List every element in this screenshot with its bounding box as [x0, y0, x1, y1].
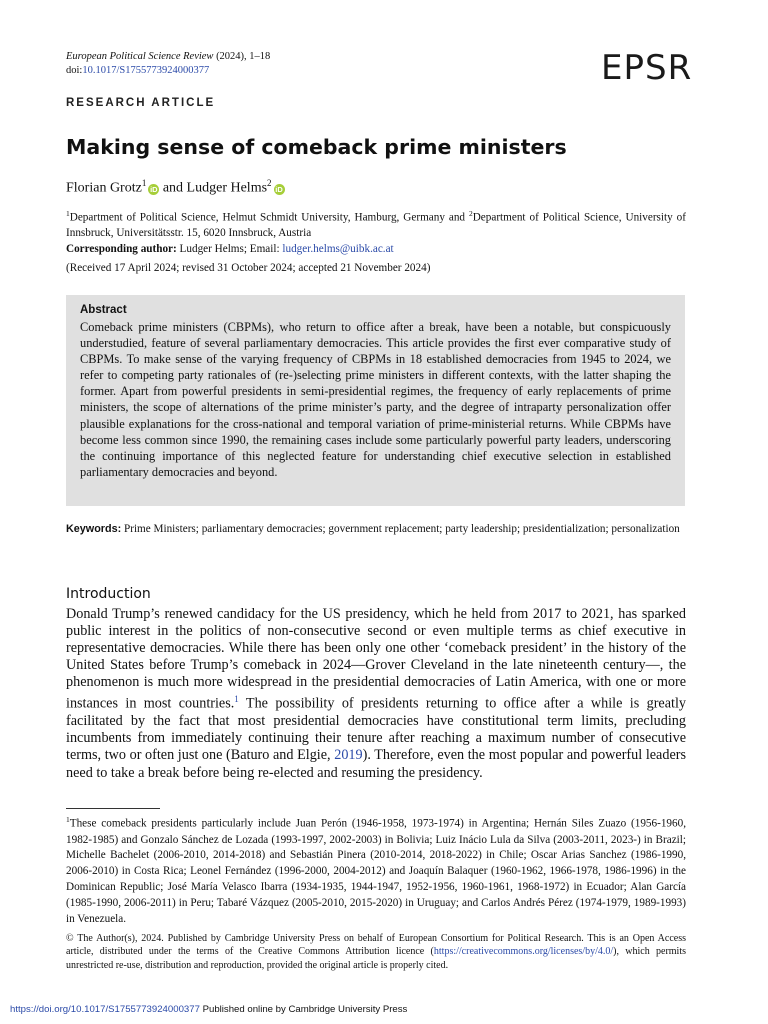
- license-link[interactable]: https://creativecommons.org/licenses/by/4.0/: [433, 946, 614, 958]
- author-conjunction: and: [159, 180, 187, 196]
- license-notice: [66, 932, 686, 972]
- introduction-paragraph: [66, 606, 686, 782]
- doi-prefix: doi:: [66, 65, 83, 76]
- affiliation-mark: 1: [141, 178, 147, 188]
- affiliation-mark: 2: [468, 209, 473, 218]
- orcid-icon[interactable]: iD: [275, 184, 283, 194]
- affiliation-text: Department of Political Science, University of Innsbruck, Universitätsstr. 15, 6020 Innsbruck, Austria: [66, 211, 686, 240]
- abstract-heading: Abstract: [80, 304, 127, 316]
- paragraph-text: ). Therefore, even the most popular and powerful leaders need to take a break before being re-elected and resuming the presidency.: [66, 747, 686, 781]
- affiliation-mark: 2: [267, 178, 272, 188]
- journal-name: European Political Science Review: [66, 51, 214, 62]
- article-type: RESEARCH ARTICLE: [66, 97, 216, 109]
- journal-header: [66, 50, 270, 78]
- email-link[interactable]: ludger.helms@uibk.ac.at: [282, 242, 394, 255]
- received-dates: (Received 17 April 2024; revised 31 October 2024; accepted 21 November 2024): [66, 262, 431, 274]
- keywords: [66, 522, 686, 537]
- keywords-label: Keywords:: [66, 523, 122, 535]
- keywords-text: Prime Ministers; parliamentary democracies; government replacement; party leadership; presidentialization; personalization: [121, 523, 680, 535]
- corresponding-label: Corresponding author:: [66, 242, 177, 255]
- doi-link[interactable]: 10.1017/S1755773924000377: [82, 65, 210, 76]
- abstract-text: Comeback prime ministers (CBPMs), who return to office after a break, have been a notable, but conspicuously understudied, feature of several parliamentary democracies. This article provides the first ever comparative study of CBPMs. To make sense of the varying frequency of CBPMs in 18 established democracies from 1945 to 2024, we refer to competing party rationales of (re-)selecting prime ministers in different contexts, with the latter shaping the former. Apart from powerful presidents in semi-presidential regimes, the frequency of early replacements of prime ministers, the scope of alternations of the prime minister’s party, and the degree of intraparty personalization offer plausible explanations for the cross-national and temporal variation of prime-ministerial returns. While CBPMs have become less common since 1990, the remaining cases include some particularly powerful party leaders, underscoring the continuing importance of this neglected feature for understanding chief executive selection in established parliamentary democracies and beyond.: [80, 320, 671, 479]
- affiliations: [66, 206, 686, 257]
- affiliation-text: Department of Political Science, Helmut Schmidt University, Hamburg, Germany and: [69, 211, 469, 224]
- published-text: Published online by Cambridge University Press: [199, 1004, 408, 1015]
- footnote-mark: 1: [66, 815, 70, 824]
- license-text: © The Author(s), 2024. Published by Cambridge University Press on behalf of European Consortium for Political Research. This is an Open Access article, distributed under the terms of the Creative Commons Attribution licence (: [66, 933, 686, 958]
- author-name[interactable]: Ludger Helms: [186, 180, 268, 196]
- journal-logo: EPSR: [601, 48, 693, 88]
- doi-url-link[interactable]: https://doi.org/10.1017/S1755773924000377: [10, 1004, 200, 1015]
- footnote-ref[interactable]: 1: [234, 694, 239, 705]
- journal-citation: (2024), 1–18: [213, 51, 271, 62]
- paragraph-text: Donald Trump’s renewed candidacy for the US presidency, which he held from 2017 to 2021, has sparked public interest in the politics of non-consecutive second or even multiple terms as chief executive in representative democracies. While there has been only one other ‘comeback president’ in the history of the United States before Trump’s comeback in 2024—Grover Cleveland in the late nineteenth century—, the phenomenon is much more widespread in the presidential democracies of Latin America, with one or more instances in most countries.: [66, 606, 686, 713]
- section-heading: Introduction: [66, 586, 151, 602]
- published-online-line: [10, 1004, 407, 1015]
- corresponding-text: Ludger Helms; Email:: [176, 242, 283, 255]
- affiliation-mark: 1: [66, 209, 70, 218]
- footnote: [66, 812, 686, 927]
- author-line: [66, 178, 285, 197]
- citation-link[interactable]: 2019: [334, 747, 363, 764]
- author-name[interactable]: Florian Grotz: [66, 180, 142, 196]
- license-text: ), which permits unrestricted re-use, distribution and reproduction, provided the original article is properly cited.: [66, 946, 686, 971]
- footnote-text: These comeback presidents particularly include Juan Perón (1946-1958, 1973-1974) in Argentina; Hernán Siles Zuazo (1956-1960, 1982-1985) and Gonzalo Sánchez de Lozada (1993-1997, 2002-2003) in Bolivia; Luiz Inácio Lula da Silva (2003-2011, 2023-) in Brazil; Michelle Bachelet (2006-2010, 2014-2018) and Sebastián Pinera (2010-2014, 2018-2022) in Chile; Oscar Arias Sanchez (1986-1990, 2006-2010) in Costa Rica; Leonel Fernández (1996-2000, 2004-2012) and Joaquín Balaquer (1960-1962, 1966-1978, 1986-1996) in the Dominican Republic; José María Velasco Ibarra (1934-1935, 1944-1947, 1952-1956, 1960-1961, 1968-1972) in Ecuador; Alan García (1985-1990, 2006-2011) in Peru; Tabaré Vázquez (2005-2010, 2015-2020) in Uruguay; and Carlos Andrés Pérez (1974-1979, 1989-1993) in Venezuela.: [66, 817, 686, 925]
- orcid-icon[interactable]: iD: [150, 184, 158, 194]
- footnote-divider: [66, 808, 160, 809]
- article-title: Making sense of comeback prime ministers: [66, 135, 567, 159]
- paragraph-text: The possibility of presidents returning to office after a while is greatly facilitated by the fact that most presidential democracies have constitutional term limits, precluding incumbents from immediately continuing their tenure after reaching a maximum number of consecutive terms, two or often just one (Baturo and Elgie,: [66, 696, 686, 764]
